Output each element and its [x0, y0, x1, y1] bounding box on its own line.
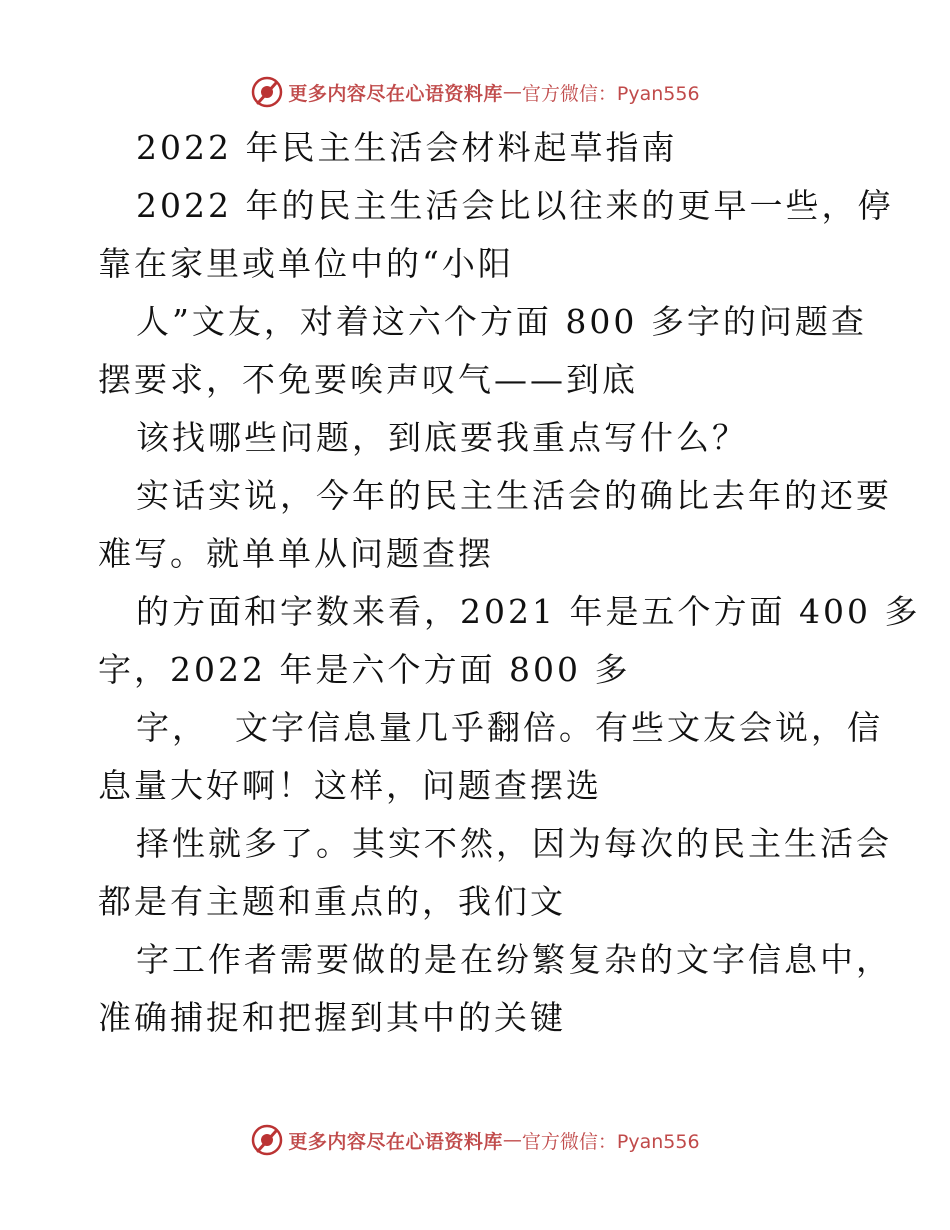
- paragraph-line: 靠在家里或单位中的“小阳: [98, 244, 514, 283]
- paragraph-line: 择性就多了。其实不然，因为每次的民主生活会: [136, 824, 892, 863]
- paragraph-line: 人”文友，对着这六个方面 800 多字的问题查: [136, 302, 867, 341]
- paragraph-line: 的方面和字数来看，2021 年是五个方面 400 多: [136, 592, 921, 631]
- paragraph-line: 字， 文字信息量几乎翻倍。有些文友会说，信: [136, 708, 883, 747]
- paragraph-line: 字，2022 年是六个方面 800 多: [98, 650, 631, 689]
- paragraph-line: 都是有主题和重点的，我们文: [98, 882, 566, 921]
- watermark-brand: 更多内容尽在心语资料库: [288, 1130, 503, 1153]
- watermark-contact: 官方微信：Pyan556: [521, 1130, 700, 1153]
- brand-logo-icon: [250, 1123, 284, 1157]
- watermark-brand: 更多内容尽在心语资料库: [288, 82, 503, 105]
- paragraph-line: 字工作者需要做的是在纷繁复杂的文字信息中，: [136, 940, 892, 979]
- watermark-separator: —: [502, 81, 522, 103]
- document-title: 2022 年民主生活会材料起草指南: [136, 128, 678, 167]
- header-watermark: [0, 72, 950, 112]
- paragraph-line: 摆要求，不免要唉声叹气——到底: [98, 360, 638, 399]
- paragraph-line: 该找哪些问题，到底要我重点写什么？: [136, 418, 748, 457]
- paragraph-line: 难写。就单单从问题查摆: [98, 534, 494, 573]
- watermark-separator: —: [502, 1129, 522, 1151]
- paragraph-line: 2022 年的民主生活会比以往来的更早一些，停: [136, 186, 894, 225]
- footer-watermark: [0, 1120, 950, 1160]
- paragraph-line: 准确捕捉和把握到其中的关键: [98, 998, 566, 1037]
- watermark-contact: 官方微信：Pyan556: [521, 82, 700, 105]
- brand-logo-icon: [250, 75, 284, 109]
- paragraph-line: 息量大好啊！这样，问题查摆选: [98, 766, 602, 805]
- paragraph-line: 实话实说，今年的民主生活会的确比去年的还要: [136, 476, 892, 515]
